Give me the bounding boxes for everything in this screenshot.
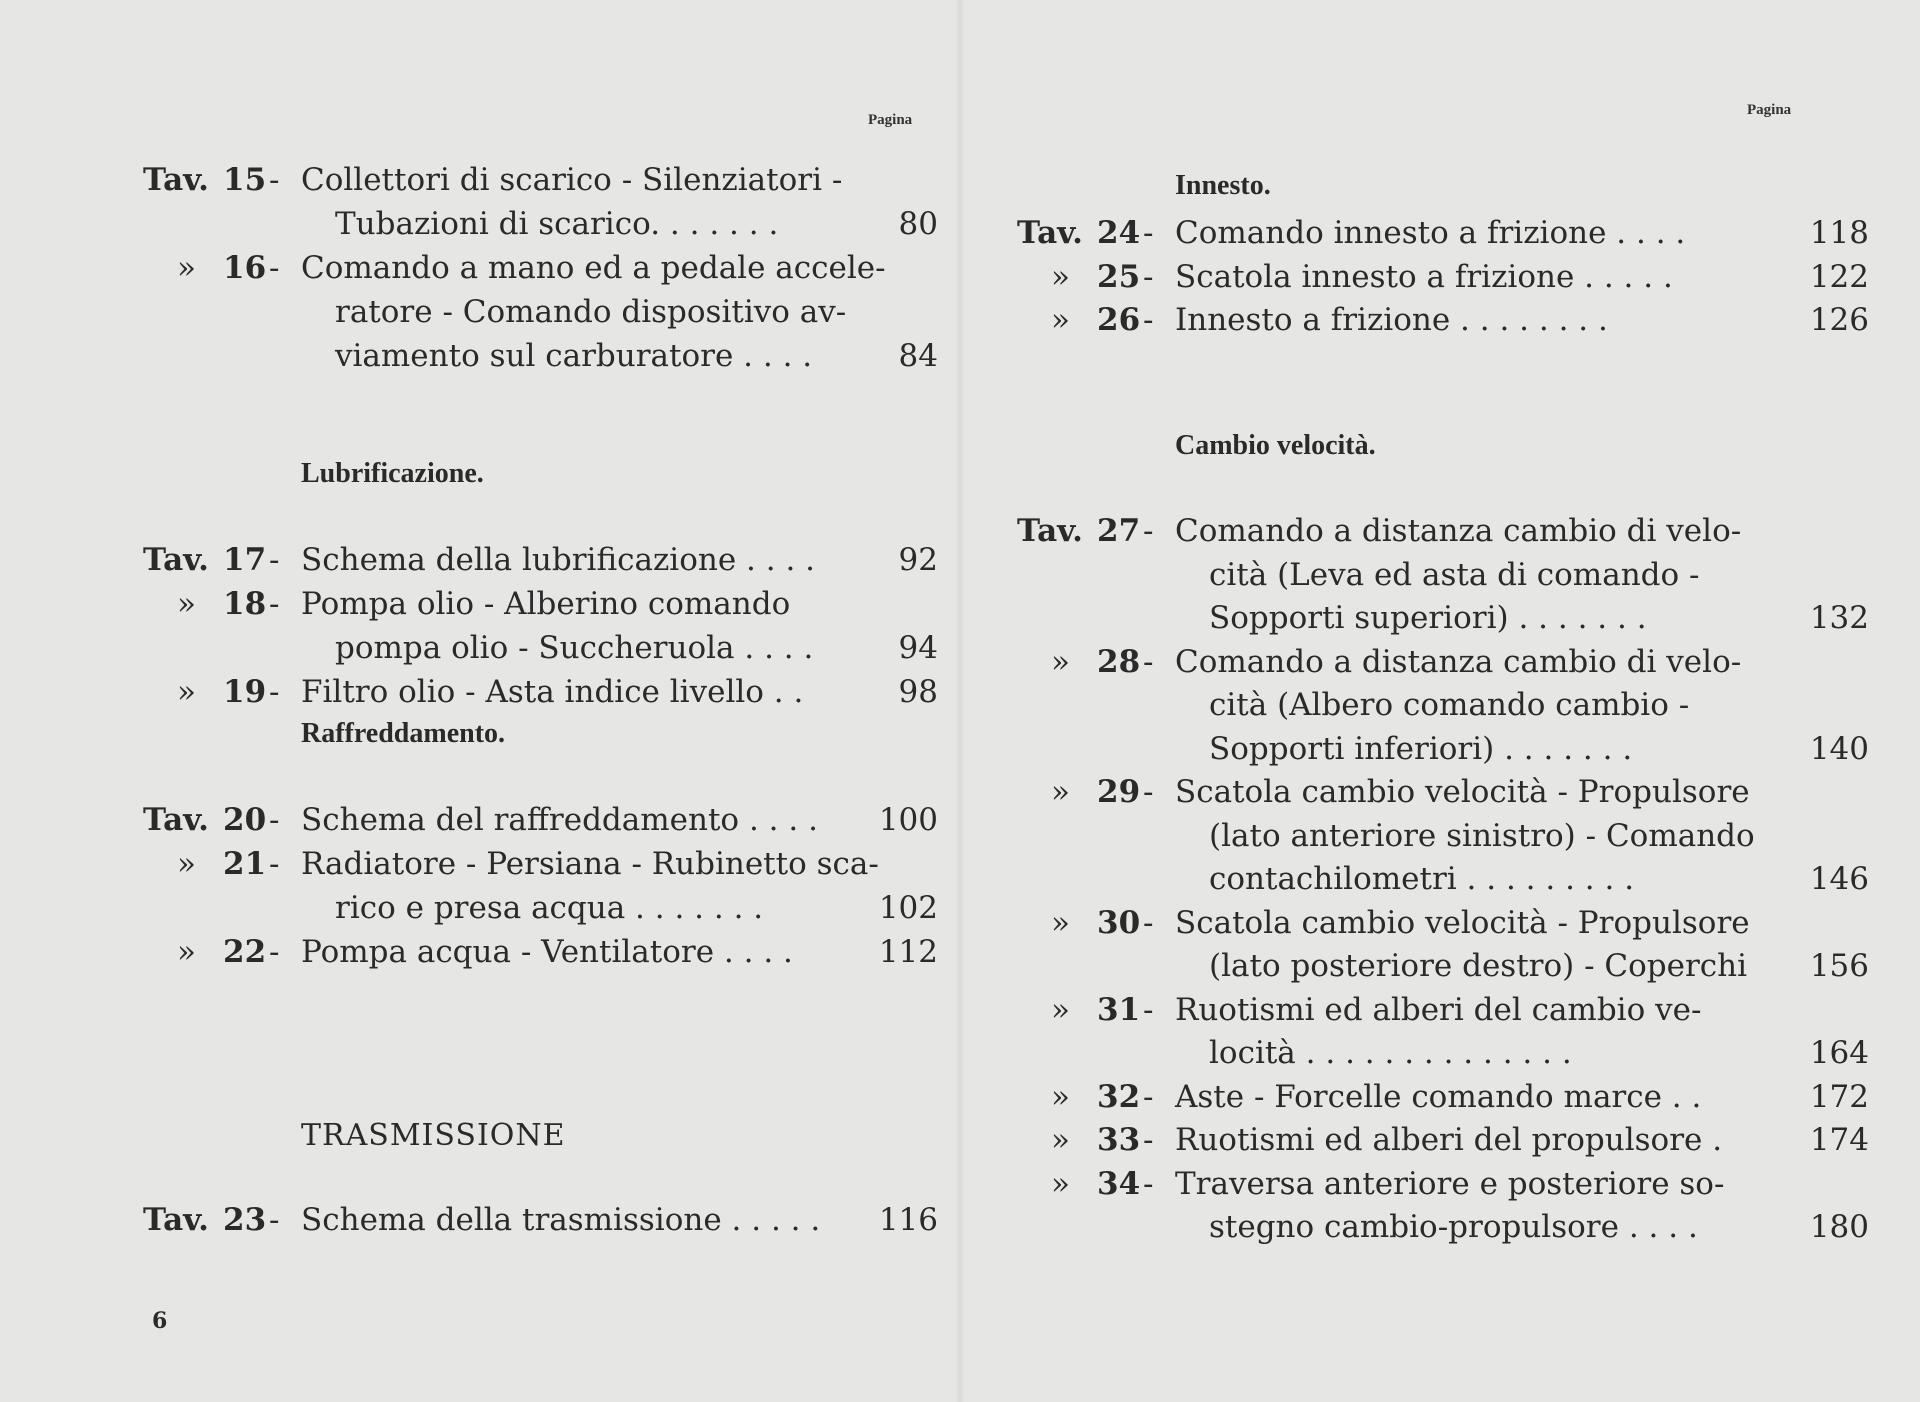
separator-dash: - [1143,1078,1154,1115]
toc-entry [143,930,938,974]
tav-label: » [1051,258,1070,295]
tav-label: » [1051,1078,1070,1115]
toc-entry [1017,641,1869,772]
separator-dash: - [1143,991,1154,1028]
entry-title-line: pompa olio - Succheruola . . . . [335,630,814,666]
toc-entry [1017,1119,1869,1163]
tav-label: » [1051,1122,1070,1158]
section-heading: TRASMISSIONE [301,1118,566,1153]
entry-title-line: stegno cambio-propulsore . . . . [1209,1209,1698,1245]
plate-number: 27 [1097,513,1141,549]
pagina-label: Pagina [1747,102,1792,118]
page-ref: 98 [898,674,938,710]
entry-title-line: Schema della lubrificazione . . . . [301,542,816,578]
tav-label: Tav. [143,1202,209,1238]
toc-entry [143,670,938,714]
plate-number: 24 [1097,215,1141,251]
entry-title-line: Sopporti inferiori) . . . . . . . [1209,730,1633,767]
tav-label: » [177,934,196,970]
toc-entry [1017,1076,1869,1120]
entry-title-line: Ruotismi ed alberi del propulsore . [1175,1122,1723,1158]
tav-label: » [1051,991,1070,1028]
page-number: 6 [152,1308,168,1334]
plate-number: 20 [223,802,267,838]
entry-title-line: (lato anteriore sinistro) - Comando [1209,817,1755,854]
toc-entry [143,1198,938,1242]
entry-title-line: Pompa acqua - Ventilatore . . . . [301,934,793,970]
toc-entry [143,798,938,842]
entry-title-line: rico e presa acqua . . . . . . . [335,890,764,926]
separator-dash: - [1143,643,1154,680]
plate-number: 17 [223,542,267,578]
page-ref: 94 [898,630,938,666]
tav-label: » [177,674,196,710]
page-ref: 132 [1809,600,1869,636]
entry-title-line: Traversa anteriore e posteriore so- [1175,1165,1725,1202]
page-ref: 180 [1809,1209,1869,1245]
entry-title-line: Radiatore - Persiana - Rubinetto sca- [301,846,879,882]
tav-label: Tav. [143,542,209,578]
plate-number: 28 [1097,643,1141,680]
tav-label: » [177,250,196,286]
plate-number: 31 [1097,991,1141,1028]
entry-title-line: Scatola cambio velocità - Propulsore [1175,774,1750,810]
toc-entry [1017,212,1869,256]
toc-entry [1017,989,1869,1076]
toc-entry [143,246,938,378]
entry-title-line: cità (Albero comando cambio - [1209,687,1690,723]
entry-title-line: Collettori di scarico - Silenziatori - [301,162,843,198]
entry-title-line: Schema della trasmissione . . . . . [301,1202,821,1238]
tav-label: » [177,846,196,882]
page-ref: 146 [1809,861,1869,897]
entry-title-line: viamento sul carburatore . . . . [335,338,813,374]
separator-dash: - [1143,1122,1154,1158]
tav-label: » [1051,1165,1070,1202]
plate-number: 34 [1097,1165,1141,1202]
page-ref: 80 [898,206,938,242]
entry-title-line: Scatola innesto a frizione . . . . . [1175,258,1673,295]
separator-dash: - [269,674,280,710]
separator-dash: - [269,586,280,622]
tav-label: » [1051,774,1070,810]
page-ref: 174 [1809,1122,1869,1158]
tav-label: » [177,586,196,622]
right-page [960,0,1920,1402]
separator-dash: - [1143,302,1154,338]
section-heading: Lubrificazione. [301,458,484,489]
toc-entry [143,538,938,582]
page-ref: 172 [1809,1078,1869,1115]
page-ref: 118 [1809,215,1869,251]
entry-title-line: Innesto a frizione . . . . . . . . [1175,302,1608,338]
plate-number: 29 [1097,774,1141,810]
separator-dash: - [269,802,280,838]
section-heading: Innesto. [1175,170,1271,201]
page-ref: 122 [1809,258,1869,295]
plate-number: 25 [1097,258,1141,295]
toc-entry [1017,299,1869,343]
toc-entry [1017,256,1869,300]
entry-title-line: locità . . . . . . . . . . . . . . [1209,1035,1572,1071]
page-ref: 116 [878,1202,938,1238]
page-ref: 140 [1809,730,1869,767]
entry-title-line: Scatola cambio velocità - Propulsore [1175,904,1750,941]
separator-dash: - [269,250,280,286]
separator-dash: - [1143,774,1154,810]
entry-title-line: Comando innesto a frizione . . . . [1175,215,1686,251]
entry-title-line: cità (Leva ed asta di comando - [1209,556,1700,593]
section-heading: Cambio velocità. [1175,430,1376,461]
tav-label: » [1051,904,1070,941]
plate-number: 22 [223,934,267,970]
entry-title-line: Aste - Forcelle comando marce . . [1175,1078,1702,1115]
entry-title-line: Filtro olio - Asta indice livello . . [301,674,804,710]
separator-dash: - [1143,258,1154,295]
toc-entry [143,582,938,670]
separator-dash: - [269,934,280,970]
entry-title-line: contachilometri . . . . . . . . . [1209,861,1635,897]
page-ref: 164 [1809,1035,1869,1071]
separator-dash: - [1143,1165,1154,1202]
page-ref: 112 [878,934,938,970]
separator-dash: - [1143,513,1154,549]
entry-title-line: Pompa olio - Alberino comando [301,586,791,622]
section-heading: Raffreddamento. [301,718,506,749]
tav-label: Tav. [1017,215,1083,251]
tav-label: » [1051,643,1070,680]
page-ref: 102 [878,890,938,926]
plate-number: 33 [1097,1122,1141,1158]
plate-number: 30 [1097,904,1141,941]
toc-entry [1017,902,1869,989]
toc-entry [143,842,938,930]
entry-title-line: Comando a mano ed a pedale accele- [301,250,886,286]
plate-number: 23 [223,1202,267,1238]
plate-number: 16 [223,250,267,286]
separator-dash: - [269,162,280,198]
tav-label: Tav. [1017,513,1083,549]
entry-title-line: Schema del raffreddamento . . . . [301,802,818,838]
toc-entry [1017,1163,1869,1250]
entry-title-line: Tubazioni di scarico. . . . . . . [335,206,779,242]
tav-label: Tav. [143,162,209,198]
separator-dash: - [269,846,280,882]
pagina-label: Pagina [868,112,913,128]
plate-number: 21 [223,846,267,882]
tav-label: » [1051,302,1070,338]
entry-title-line: (lato posteriore destro) - Coperchi [1209,948,1748,984]
separator-dash: - [1143,215,1154,251]
plate-number: 19 [223,674,267,710]
plate-number: 18 [223,586,267,622]
separator-dash: - [1143,904,1154,941]
plate-number: 26 [1097,302,1141,338]
toc-entry [1017,510,1869,641]
page-ref: 84 [898,338,938,374]
page-ref: 156 [1809,948,1869,984]
entry-title-line: Ruotismi ed alberi del cambio ve- [1175,991,1702,1028]
separator-dash: - [269,1202,280,1238]
entry-title-line: ratore - Comando dispositivo av- [335,294,847,330]
toc-entry [143,158,938,246]
entry-title-line: Comando a distanza cambio di velo- [1175,643,1742,680]
tav-label: Tav. [143,802,209,838]
page-ref: 126 [1809,302,1869,338]
plate-number: 32 [1097,1078,1141,1115]
separator-dash: - [269,542,280,578]
page-ref: 92 [898,542,938,578]
page-ref: 100 [878,802,938,838]
plate-number: 15 [223,162,267,198]
entry-title-line: Comando a distanza cambio di velo- [1175,513,1742,549]
entry-title-line: Sopporti superiori) . . . . . . . [1209,600,1647,636]
toc-entry [1017,771,1869,902]
